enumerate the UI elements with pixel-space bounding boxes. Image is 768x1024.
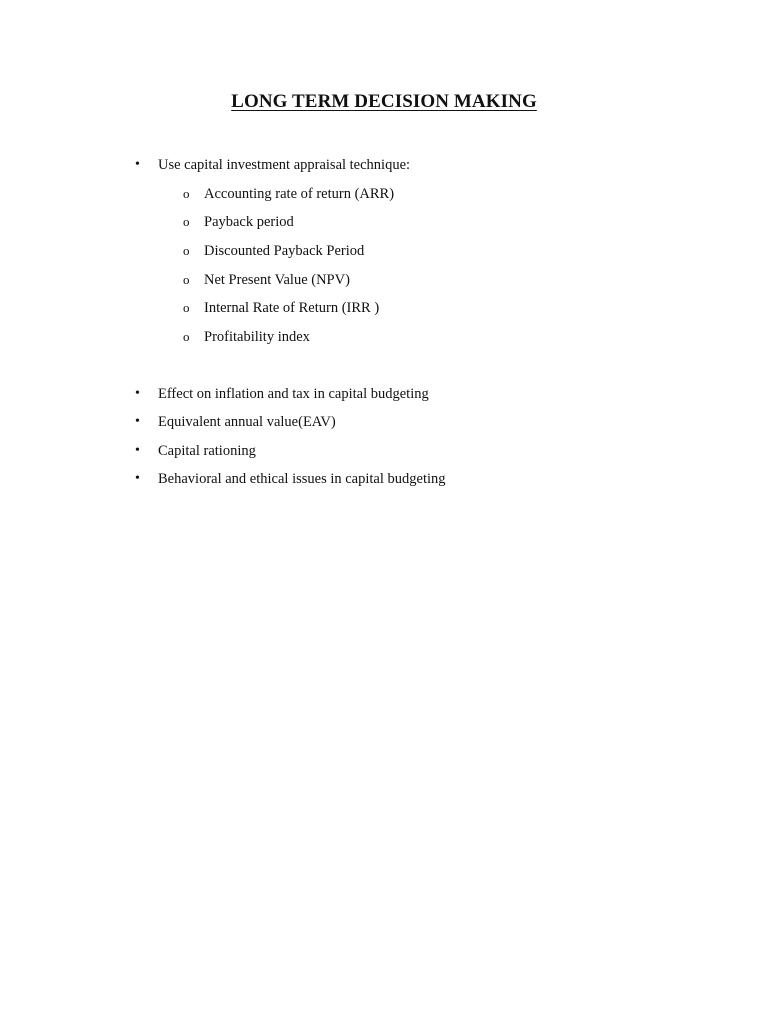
circle-bullet-icon: o [183,243,190,258]
sub-list-item-text: Discounted Payback Period [204,243,365,259]
bullet-icon: • [135,414,140,429]
list-item-text: Use capital investment appraisal technique: [158,157,411,173]
sub-list-item-text: Net Present Value (NPV) [204,272,350,288]
sub-list-item-text: Profitability index [204,329,310,345]
bullet-icon: • [135,443,140,458]
bullet-icon: • [135,386,140,401]
list-item-text: Equivalent annual value(EAV) [158,414,336,430]
list-item-text: Capital rationing [158,443,256,459]
circle-bullet-icon: o [183,329,190,344]
sub-list-item-text: Payback period [204,214,294,230]
bullet-icon: • [135,471,140,486]
document-title: LONG TERM DECISION MAKING [231,91,537,112]
circle-bullet-icon: o [183,214,190,229]
list-item-text: Behavioral and ethical issues in capital budgeting [158,471,446,487]
circle-bullet-icon: o [183,300,190,315]
sub-list-item-text: Accounting rate of return (ARR) [204,186,395,202]
sub-list-item-text: Internal Rate of Return (IRR ) [204,300,380,316]
circle-bullet-icon: o [183,186,190,201]
circle-bullet-icon: o [183,272,190,287]
list-item-text: Effect on inflation and tax in capital budgeting [158,386,429,402]
bullet-icon: • [135,157,140,172]
